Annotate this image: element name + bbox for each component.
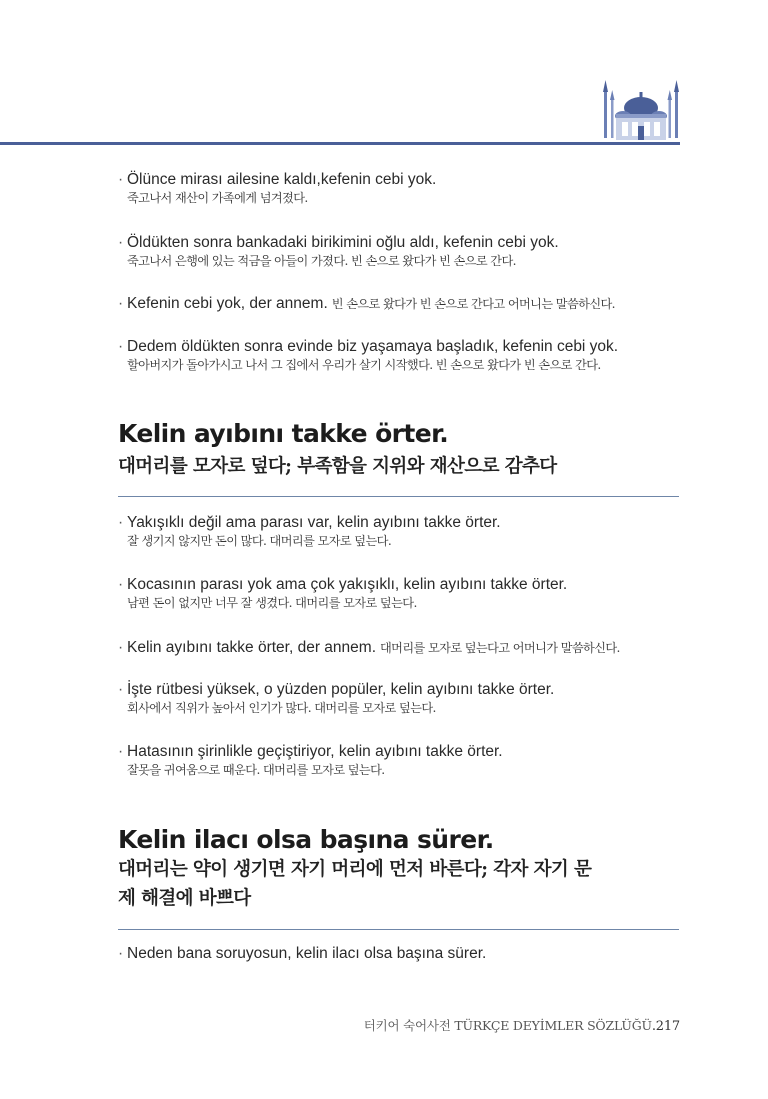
example-turkish: Kocasının parası yok ama çok yakışıklı, kelin ayıbını takke örter. <box>127 576 568 593</box>
idiom-meaning <box>118 855 680 913</box>
example-item: · Öldükten sonra bankadaki birikimini oğlu aldı, kefenin cebi yok. 죽고나서 은행에 있는 적금을 아들이 가졌다. 빈 손으로 왔다가 빈 손으로 간다. <box>118 233 680 270</box>
example-korean: 회사에서 직위가 높아서 인기가 많다. 대머리를 모자로 덮는다. <box>127 701 436 715</box>
example-turkish: Yakışıklı değil ama parası var, kelin ayıbını takke örter. <box>127 514 501 531</box>
example-turkish: Neden bana soruyosun, kelin ilacı olsa başına sürer. <box>127 945 487 962</box>
mosque-icon <box>599 78 683 144</box>
example-korean: 죽고나서 재산이 가족에게 넘겨졌다. <box>127 191 308 205</box>
example-turkish: Ölünce mirası ailesine kaldı,kefenin cebi yok. <box>127 171 437 188</box>
example-korean: 할아버지가 돌아가시고 나서 그 집에서 우리가 살기 시작했다. 빈 손으로 왔다가 빈 손으로 간다. <box>127 358 601 372</box>
example-turkish: Hatasının şirinlikle geçiştiriyor, kelin ayıbını takke örter. <box>127 743 503 760</box>
example-turkish: Kelin ayıbını takke örter, der annem. <box>127 639 376 656</box>
example-korean: 남편 돈이 없지만 너무 잘 생겼다. 대머리를 모자로 덮는다. <box>127 596 417 610</box>
example-turkish: İşte rütbesi yüksek, o yüzden popüler, kelin ayıbını takke örter. <box>127 681 555 698</box>
idiom-title: Kelin ayıbını takke örter. <box>118 419 449 448</box>
example-item: · Kocasının parası yok ama çok yakışıklı, kelin ayıbını takke örter. 남편 돈이 없지만 너무 잘 생겼다. 대머리를 모자로 덮는다. <box>118 575 680 612</box>
example-turkish: Öldükten sonra bankadaki birikimini oğlu aldı, kefenin cebi yok. <box>127 234 559 251</box>
example-korean: 잘 생기지 않지만 돈이 많다. 대머리를 모자로 덮는다. <box>127 534 392 548</box>
idiom-title: Kelin ilacı olsa başına sürer. <box>118 825 494 854</box>
example-item: · Kefenin cebi yok, der annem. 빈 손으로 왔다가 빈 손으로 간다고 어머니는 말씀하신다. <box>118 295 615 312</box>
example-item: · Kelin ayıbını takke örter, der annem. 대머리를 모자로 덮는다고 어머니가 말씀하신다. <box>118 639 620 656</box>
example-korean: 죽고나서 은행에 있는 적금을 아들이 가졌다. 빈 손으로 왔다가 빈 손으로 간다. <box>127 254 516 268</box>
example-korean: 빈 손으로 왔다가 빈 손으로 간다고 어머니는 말씀하신다. <box>331 297 615 311</box>
example-item: · Dedem öldükten sonra evinde biz yaşamaya başladık, kefenin cebi yok. 할아버지가 돌아가시고 나서 그 집에서 우리가 살기 시작했다. 빈 손으로 왔다가 빈 손으로 간다. <box>118 337 680 374</box>
example-korean: 잘못을 귀여움으로 때운다. 대머리를 모자로 덮는다. <box>127 763 385 777</box>
idiom-meaning-line: 제 해결에 바쁘다 <box>118 888 251 909</box>
example-korean: 대머리를 모자로 덮는다고 어머니가 말씀하신다. <box>380 641 620 655</box>
example-item: · Yakışıklı değil ama parası var, kelin ayıbını takke örter. 잘 생기지 않지만 돈이 많다. 대머리를 모자로 덮는다. <box>118 513 680 550</box>
example-turkish: Dedem öldükten sonra evinde biz yaşamaya başladık, kefenin cebi yok. <box>127 338 619 355</box>
idiom-divider <box>118 496 679 497</box>
idiom-divider <box>118 929 679 930</box>
example-item: · İşte rütbesi yüksek, o yüzden popüler, kelin ayıbını takke örter. 회사에서 직위가 높아서 인기가 많다. 대머리를 모자로 덮는다. <box>118 680 680 717</box>
example-item: · Neden bana soruyosun, kelin ilacı olsa başına sürer. <box>118 945 487 962</box>
footer-label: 터키어 숙어사전 TÜRKÇE DEYİMLER SÖZLÜĞÜ <box>363 1018 652 1033</box>
header-rule <box>0 142 680 145</box>
page-footer <box>364 1016 680 1034</box>
example-item: · Hatasının şirinlikle geçiştiriyor, kelin ayıbını takke örter. 잘못을 귀여움으로 때운다. 대머리를 모자로 덮는다. <box>118 742 680 779</box>
idiom-meaning-line: 대머리는 약이 생기면 자기 머리에 먼저 바른다; 각자 자기 문 <box>118 859 592 880</box>
example-turkish: Kefenin cebi yok, der annem. <box>127 295 328 312</box>
page-number: .217 <box>651 1019 680 1034</box>
idiom-meaning: 대머리를 모자로 덮다; 부족함을 지위와 재산으로 감추다 <box>118 456 557 477</box>
example-item: · Ölünce mirası ailesine kaldı,kefenin cebi yok. 죽고나서 재산이 가족에게 넘겨졌다. <box>118 170 680 207</box>
